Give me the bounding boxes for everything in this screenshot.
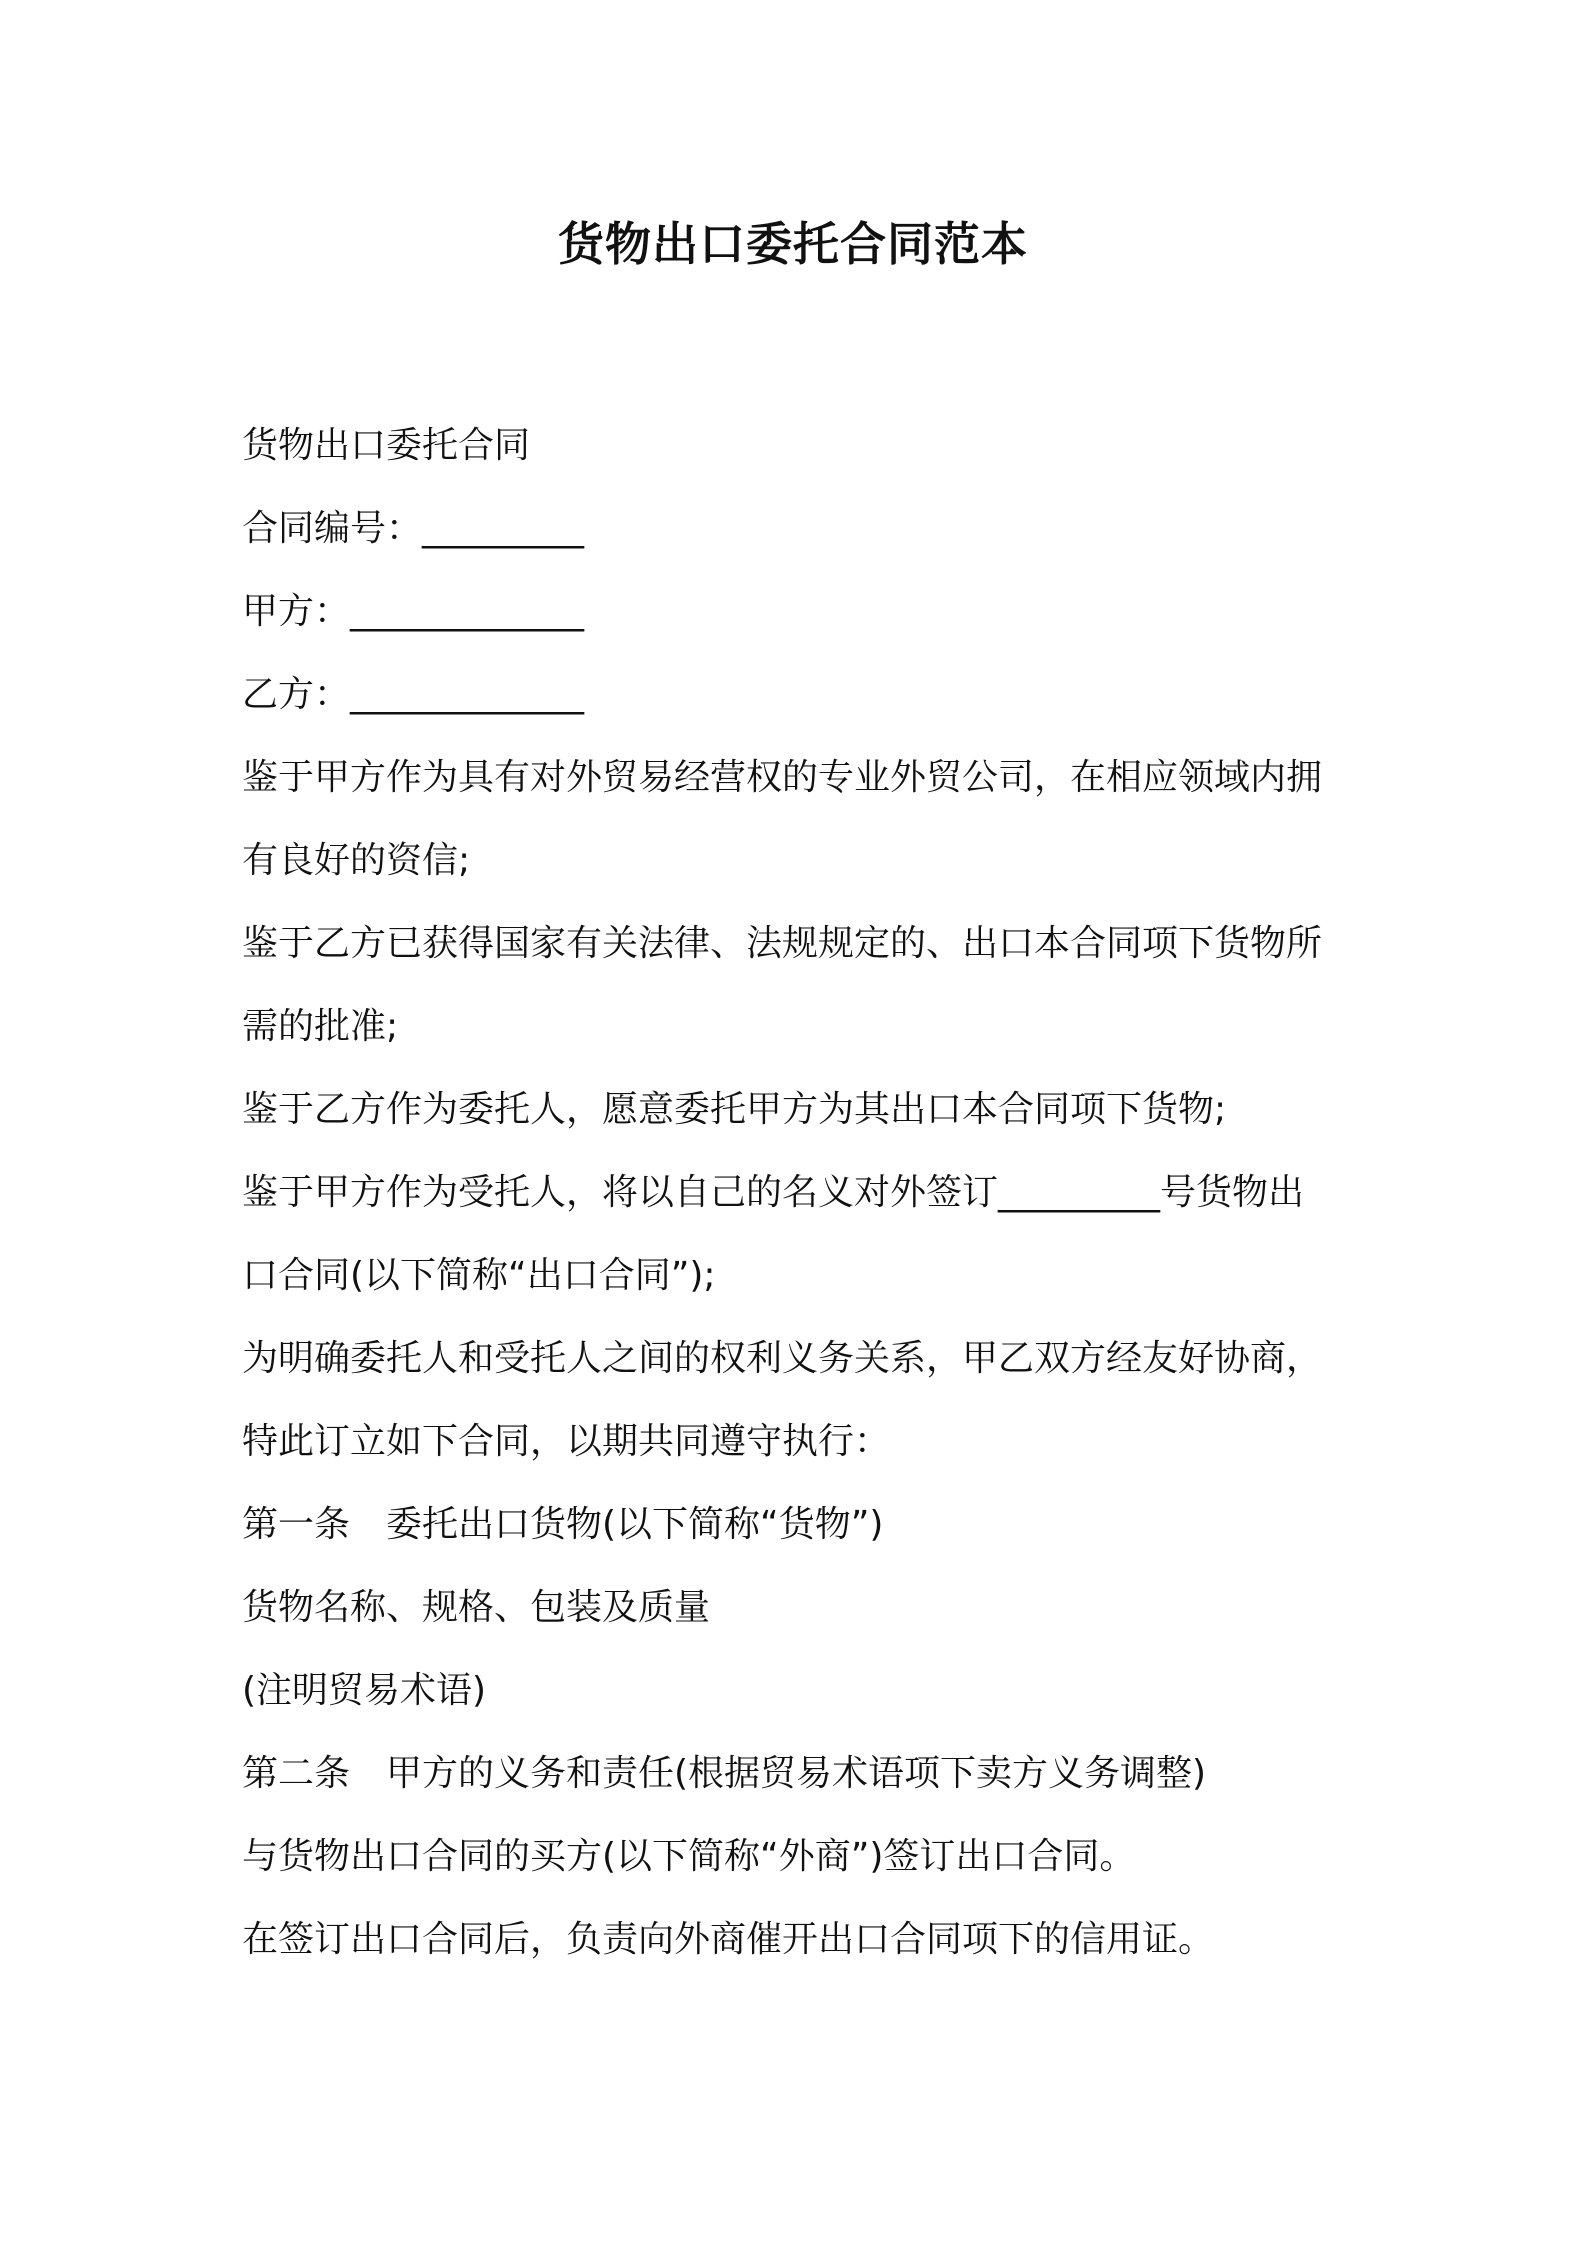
body-text-line: 鉴于乙方作为委托人，愿意委托甲方为其出口本合同项下货物;: [242, 1089, 1227, 1130]
body-text-line: 鉴于乙方已获得国家有关法律、法规规定的、出口本合同项下货物所: [242, 923, 1323, 964]
body-text-line: 特此订立如下合同，以期共同遵守执行：: [242, 1421, 891, 1462]
document-body: [242, 404, 1362, 1981]
body-text-line: 口合同(以下简称“出口合同”);: [242, 1255, 716, 1296]
contract-number-line: 合同编号：_________: [242, 508, 585, 549]
article-two-heading: 第二条 甲方的义务和责任(根据贸易术语项下卖方义务调整): [242, 1753, 1207, 1794]
party-a-line: 甲方：_____________: [242, 591, 585, 632]
body-text-line: 鉴于甲方作为受托人，将以自己的名义对外签订_________号货物出: [242, 1172, 1305, 1213]
document-title: 货物出口委托合同范本: [558, 217, 1028, 271]
contract-heading: 货物出口委托合同: [242, 425, 531, 466]
body-text-line: (注明贸易术语): [242, 1670, 487, 1711]
party-b-line: 乙方：_____________: [242, 674, 585, 715]
body-text-line: 鉴于甲方作为具有对外贸易经营权的专业外贸公司，在相应领域内拥: [242, 757, 1323, 798]
body-text-line: 需的批准;: [242, 1006, 399, 1047]
body-text-line: 与货物出口合同的买方(以下简称“外商”)签订出口合同。: [242, 1836, 1136, 1877]
body-text-line: 货物名称、规格、包装及质量: [242, 1587, 711, 1628]
body-text-line: 在签订出口合同后，负责向外商催开出口合同项下的信用证。: [242, 1919, 1215, 1960]
article-one-heading: 第一条 委托出口货物(以下简称“货物”): [242, 1504, 884, 1545]
body-text-line: 有良好的资信;: [242, 840, 471, 881]
body-text-line: 为明确委托人和受托人之间的权利义务关系，甲乙双方经友好协商，: [242, 1338, 1323, 1379]
